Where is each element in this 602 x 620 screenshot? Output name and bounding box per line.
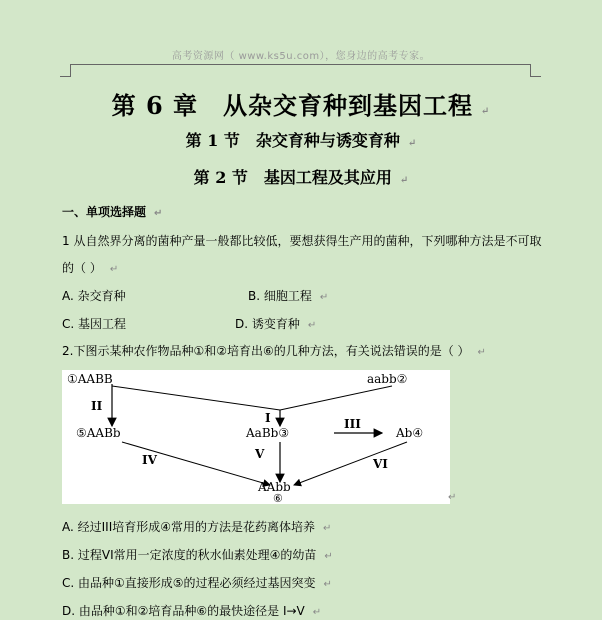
node-3: AaBb③ (246, 426, 290, 440)
line-1-to-junction (112, 386, 280, 410)
q2-option-d: D. 由品种①和②培育品种⑥的最快途径是 I→V ↵ (62, 604, 322, 618)
figure-paragraph-mark: ↵ (448, 492, 457, 503)
node-6-number: ⑥ (273, 492, 283, 504)
section-title-2: 第 2 节 基因工程及其应用 ↵ (193, 168, 409, 187)
q2-option-b: B. 过程VI常用一定浓度的秋水仙素处理④的幼苗 ↵ (62, 548, 333, 562)
q2-stem: 2.下图示某种农作物品种①和②培育出⑥的几种方法，有关说法错误的是（ ） ↵ (62, 344, 486, 358)
chapter-title: 第 6 章 从杂交育种到基因工程 ↵ (111, 91, 491, 120)
page-header-text: 高考资源网（ www.ks5u.com），您身边的高考专家。 (171, 51, 431, 62)
route-label-v: V (255, 447, 265, 461)
breeding-diagram-svg (62, 370, 450, 504)
node-5: ⑤AABb (76, 426, 121, 440)
node-1: ①AABB (67, 372, 113, 386)
arrow-vi (294, 442, 407, 485)
route-label-vi: VI (373, 457, 388, 471)
route-label-iv: IV (142, 453, 157, 467)
q1-stem-line2: 的（ ） ↵ (62, 261, 119, 275)
header-corner-left (60, 64, 71, 77)
breeding-diagram (62, 370, 450, 504)
line-2-to-junction (280, 386, 392, 410)
q2-option-c: C. 由品种①直接形成⑤的过程必须经过基因突变 ↵ (62, 576, 332, 590)
q1-stem-line1: 1 从自然界分离的菌种产量一般都比较低，要想获得生产用的菌种，下列哪种方法是不可取 (62, 234, 542, 248)
q2-option-a: A. 经过III培育形成④常用的方法是花药离体培养 ↵ (62, 520, 332, 534)
q1-option-a: A. 杂交育种 (62, 289, 126, 303)
node-2: aabb② (367, 372, 408, 386)
section-title-1: 第 1 节 杂交育种与诱变育种 ↵ (185, 131, 417, 150)
node-6: AAbb (258, 480, 291, 494)
q1-option-d: D. 诱变育种 ↵ (235, 317, 317, 331)
q1-option-b: B. 细胞工程 ↵ (248, 289, 329, 303)
header-rule (70, 64, 530, 65)
route-label-iii: III (344, 417, 361, 431)
q1-option-c: C. 基因工程 (62, 317, 127, 331)
header-corner-right (530, 64, 541, 77)
route-label-i: I (265, 411, 271, 425)
route-label-ii: II (91, 399, 103, 413)
part-heading: 一、单项选择题 ↵ (62, 205, 163, 219)
node-4: Ab④ (396, 426, 424, 440)
